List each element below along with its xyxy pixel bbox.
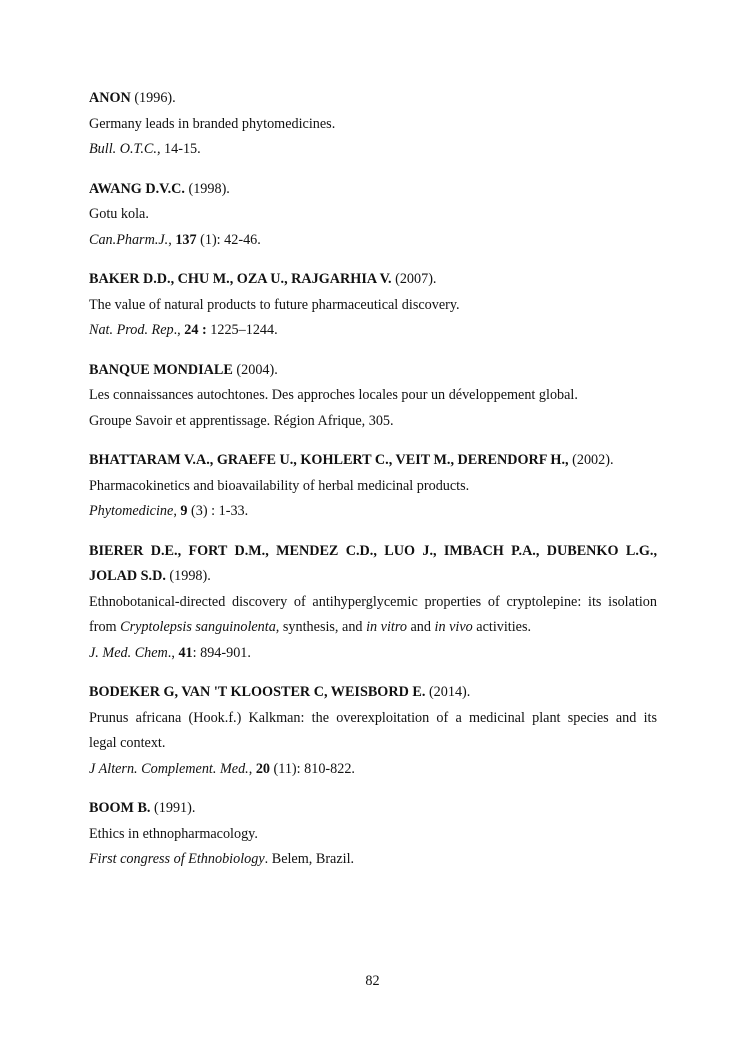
reference-title: Ethics in ethnopharmacology. (89, 825, 258, 842)
reference-entry (89, 86, 657, 163)
reference-authors: BHATTARAM V.A., GRAEFE U., KOHLERT C., VEIT M., DERENDORF H., (89, 452, 569, 468)
reference-entry (89, 267, 657, 344)
reference-header (89, 564, 657, 590)
reference-journal: J. Med. Chem (89, 644, 168, 661)
reference-pages: (3) : 1-33. (187, 503, 249, 519)
reference-year: (1998). (188, 180, 230, 197)
reference-journal: Bull. O.T.C. (89, 141, 157, 157)
reference-citation (89, 137, 657, 163)
reference-pages: 1225–1244. (206, 322, 278, 338)
reference-citation (89, 318, 657, 344)
reference-authors: BAKER D.D., CHU M., OZA U., RAJGARHIA V. (89, 271, 392, 287)
reference-authors: JOLAD S.D. (89, 568, 166, 584)
reference-separator: ., (167, 644, 179, 661)
reference-volume: 137 (175, 231, 197, 248)
reference-authors: BIERER D.E., FORT D.M., MENDEZ C.D., LUO J., IMBACH P.A., DUBENKO L.G., (89, 542, 657, 559)
reference-journal: Phytomedicine (89, 503, 174, 519)
reference-title (89, 615, 657, 641)
reference-header (89, 796, 657, 822)
reference-header (89, 448, 657, 474)
reference-volume: 9 (180, 503, 188, 519)
reference-journal: Can.Pharm.J. (89, 231, 169, 248)
reference-journal: First congress of Ethnobiology (89, 851, 265, 867)
reference-pages: (11): 810-822. (270, 760, 355, 777)
reference-title-text: and (406, 619, 435, 635)
reference-journal: J Altern. Complement. Med. (89, 760, 249, 777)
page-number: 82 (365, 973, 380, 989)
reference-year: (1998). (169, 568, 211, 584)
reference-entry (89, 680, 657, 782)
reference-authors: BODEKER G, VAN 'T KLOOSTER C, WEISBORD E. (89, 684, 426, 700)
reference-title: Gotu kola. (89, 206, 149, 222)
reference-year: (1991). (154, 800, 196, 816)
reference-header (89, 267, 657, 293)
reference-header (89, 177, 657, 203)
reference-citation (89, 847, 657, 873)
reference-entry (89, 448, 657, 525)
reference-pages: : 894-901. (192, 644, 251, 661)
reference-citation (89, 641, 657, 667)
reference-pages: . Belem, Brazil. (264, 851, 355, 867)
reference-title-text: synthesis, and (279, 619, 367, 635)
reference-separator: ., (173, 322, 185, 338)
reference-year: (1996). (134, 90, 176, 106)
reference-volume: 20 (255, 760, 270, 777)
reference-citation (89, 499, 657, 525)
reference-title: Les connaissances autochtones. Des approches locales pour un développement global. (89, 387, 578, 403)
reference-entry (89, 358, 657, 435)
reference-citation (89, 757, 657, 783)
reference-list (89, 86, 657, 887)
reference-title: Germany leads in branded phytomedicines. (89, 115, 336, 132)
reference-separator: , (168, 231, 176, 248)
reference-title: Prunus africana (Hook.f.) Kalkman: the overexploitation of a medicinal plant species and its (89, 709, 657, 726)
reference-separator: , (173, 503, 181, 519)
reference-volume: 41 (178, 644, 193, 661)
reference-entry (89, 796, 657, 873)
reference-authors: AWANG D.V.C. (89, 180, 185, 197)
reference-authors: ANON (89, 90, 131, 106)
reference-entry (89, 539, 657, 667)
reference-title-text: activities. (472, 619, 532, 635)
reference-pages: , 14-15. (156, 141, 201, 157)
reference-title: Pharmacokinetics and bioavailability of herbal medicinal products. (89, 477, 470, 494)
reference-title-text: from (89, 619, 121, 635)
reference-header (89, 680, 657, 706)
reference-year: (2004). (236, 361, 278, 378)
reference-header (89, 86, 657, 112)
reference-authors: BOOM B. (89, 800, 151, 816)
reference-title: Ethnobotanical-directed discovery of antihyperglycemic properties of cryptolepine: its isolation (89, 593, 657, 610)
reference-volume: 24 : (184, 322, 207, 338)
reference-entry (89, 177, 657, 254)
reference-in-vivo: in vivo (434, 619, 473, 635)
reference-separator: , (248, 760, 256, 777)
reference-species: Cryptolepsis sanguinolenta, (120, 619, 280, 635)
reference-pages: (1): 42-46. (196, 231, 261, 248)
reference-title: legal context. (89, 735, 166, 751)
reference-authors: BANQUE MONDIALE (89, 361, 233, 378)
reference-source: Groupe Savoir et apprentissage. Région Afrique, 305. (89, 412, 394, 429)
reference-year: (2002). (572, 452, 614, 468)
reference-header (89, 358, 657, 384)
reference-year: (2007). (395, 271, 437, 287)
reference-journal: Nat. Prod. Rep (89, 322, 174, 338)
reference-year: (2014). (428, 684, 471, 700)
reference-in-vitro: in vitro (366, 619, 407, 635)
reference-title: The value of natural products to future pharmaceutical discovery. (89, 296, 460, 313)
reference-citation (89, 228, 657, 254)
